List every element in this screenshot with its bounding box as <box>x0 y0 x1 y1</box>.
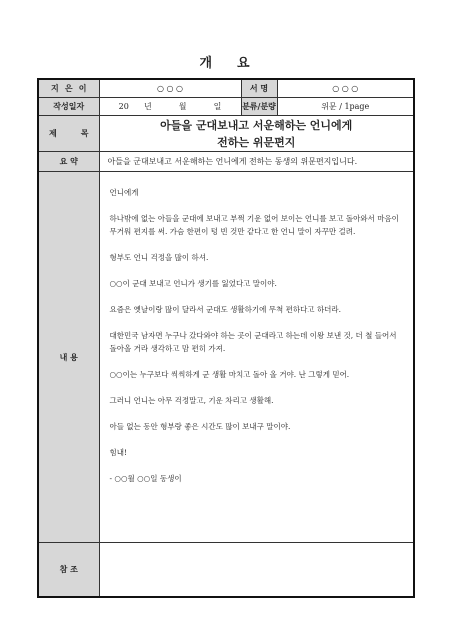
date-label: 작성일자 <box>38 98 99 116</box>
date-row <box>38 98 414 116</box>
author-label <box>38 79 99 98</box>
content-label: 내 용 <box>38 172 99 543</box>
summary-label: 요 약 <box>38 152 99 172</box>
content-paragraph: 하나밖에 없는 아들을 군대에 보내고 부쩍 기운 없어 보이는 언니를 보고 돌아와서 마음이 무거워 편지를 써. 가슴 한편이 텅 빈 것만 같다고 한 언니 말이 자꾸만 걸려. <box>109 214 399 236</box>
sign-label <box>241 79 277 98</box>
content-paragraph: 아들 없는 동안 형부랑 좋은 시간도 많이 보내구 말이야. <box>109 422 291 431</box>
date-unit-year: 년 <box>143 102 152 111</box>
content-paragraph: ○○이는 누구보다 씩씩하게 군 생활 마치고 돌아 올 거야. 난 그렇게 믿어. <box>109 370 350 379</box>
category-value[interactable]: 위문 / 1page <box>277 98 414 116</box>
sign-label-text: 서 명 <box>249 83 269 93</box>
content-paragraph: ○○이 군대 보내고 언니가 생기를 잃었다고 말이야. <box>109 279 277 288</box>
content-row <box>38 172 414 543</box>
subject-value[interactable] <box>99 116 414 152</box>
title-char-1: 개 <box>199 56 213 71</box>
reference-row <box>38 543 414 598</box>
date-unit-day: 일 <box>213 102 222 111</box>
content-paragraph: - ○○월 ○○일 동생이 <box>109 474 182 483</box>
content-paragraph: 형부도 언니 걱정을 많이 하셔. <box>109 253 209 262</box>
subject-row <box>38 116 414 152</box>
author-row <box>38 79 414 98</box>
date-year: 20 <box>118 102 129 111</box>
content-paragraph: 요즘은 옛날이랑 많이 달라서 군대도 생활하기에 무척 편하다고 하더라. <box>109 305 342 314</box>
content-paragraph: 힘내! <box>109 448 128 457</box>
author-label-text: 지 은 이 <box>51 83 87 93</box>
overview-form <box>37 78 415 598</box>
content-paragraph: 언니에게 <box>109 188 139 197</box>
page-title <box>0 52 450 71</box>
subject-label <box>38 116 99 152</box>
category-label: 분류/분량 <box>241 98 277 116</box>
reference-value[interactable] <box>99 543 414 598</box>
subject-line-1: 아들을 군대보내고 서운해하는 언니에게 <box>160 118 353 132</box>
content-value[interactable] <box>99 172 414 543</box>
summary-row <box>38 152 414 172</box>
summary-value[interactable]: 아들을 군대보내고 서운해하는 언니에게 전하는 동생의 위문편지입니다. <box>99 152 414 172</box>
content-paragraph: 그러니 언니는 아무 걱정말고, 기운 차리고 생활해. <box>109 396 274 405</box>
subject-line-2: 전하는 위문편지 <box>217 135 296 149</box>
subject-label-text: 제 목 <box>49 128 89 138</box>
author-value[interactable]: ○ ○ ○ <box>99 79 241 98</box>
date-value[interactable] <box>99 98 241 116</box>
content-paragraph: 대한민국 남자면 누구나 갔다와야 하는 곳이 군대라고 하는데 이왕 보낸 것, 더 철 들어서 돌아올 거라 생각하고 맘 편히 가져. <box>109 331 397 353</box>
reference-label: 참 조 <box>38 543 99 598</box>
title-char-2: 요 <box>237 56 251 71</box>
date-unit-month: 월 <box>178 102 187 111</box>
sign-value[interactable]: ○ ○ ○ <box>277 79 414 98</box>
